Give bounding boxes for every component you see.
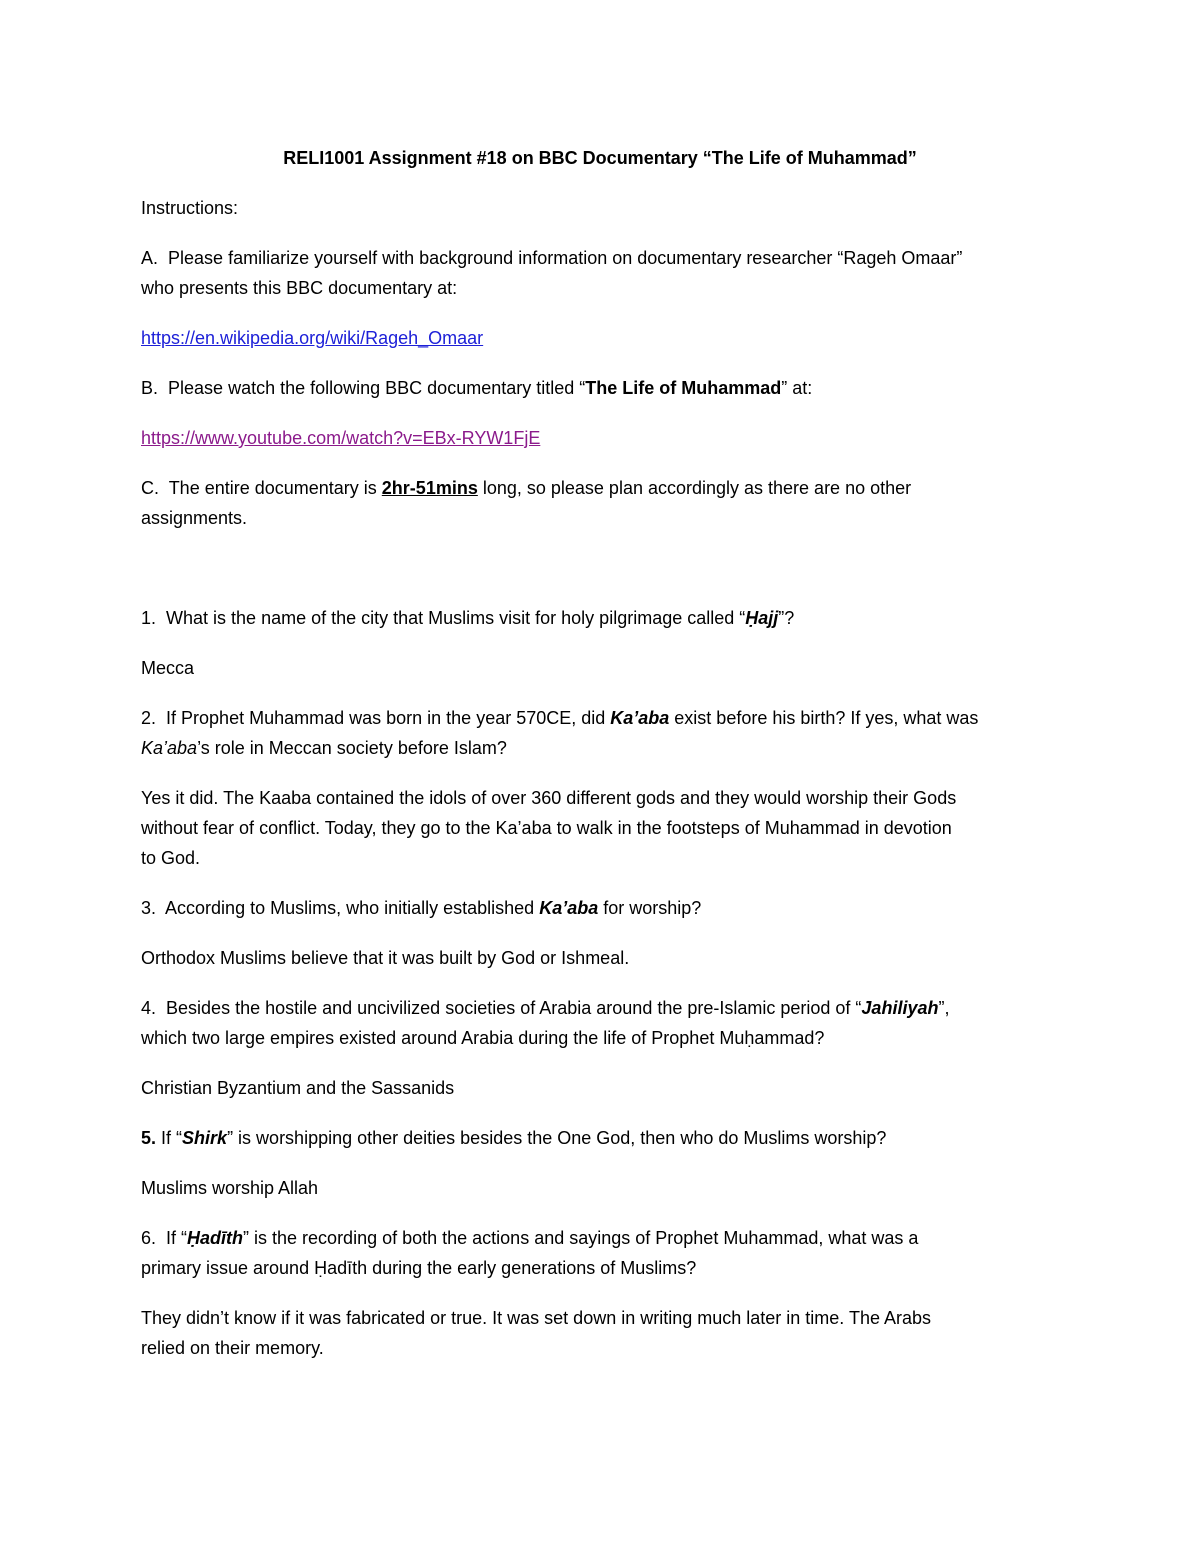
question-4-line2: which two large empires existed around Arabia during the life of Prophet Muḥammad? (141, 1028, 825, 1048)
question-number: 3. (141, 898, 157, 918)
answer-2-line1: Yes it did. The Kaaba contained the idols of over 360 different gods and they would worship their Gods (141, 788, 957, 808)
question-text: ’s role in Meccan society before Islam? (197, 738, 507, 758)
question-1 (141, 605, 794, 631)
term-jahiliyah: Jahiliyah (861, 998, 939, 1018)
question-5 (141, 1125, 886, 1151)
wikipedia-link-line (141, 325, 483, 351)
question-number: 6. (141, 1228, 157, 1248)
question-text: If “ (161, 1128, 183, 1148)
term-hadith: Ḥadīth (187, 1228, 244, 1248)
term-kaaba: Ka’aba (141, 738, 198, 758)
term-shirk: Shirk (182, 1128, 228, 1148)
instruction-a-text: Please familiarize yourself with background information on documentary researcher “Rageh Omaar” (168, 248, 963, 268)
documentary-title: The Life of Muhammad (585, 378, 782, 398)
youtube-link-line (141, 425, 540, 451)
question-4-line1 (141, 995, 949, 1021)
question-number: 5. (141, 1128, 157, 1148)
question-text: According to Muslims, who initially established (165, 898, 540, 918)
question-2-line1 (141, 705, 978, 731)
answer-2-line3: to God. (141, 848, 201, 868)
answer-5: Muslims worship Allah (141, 1178, 319, 1198)
instruction-c-text-post: long, so please plan accordingly as there are no other (477, 478, 912, 498)
answer-6-line1: They didn’t know if it was fabricated or true. It was set down in writing much later in time. The Arabs (141, 1308, 932, 1328)
question-text: exist before his birth? If yes, what was (669, 708, 979, 728)
question-6-line1 (141, 1225, 918, 1251)
instruction-a-line2: who presents this BBC documentary at: (141, 278, 458, 298)
documentary-duration: 2hr-51mins (381, 478, 478, 498)
question-text: ”? (778, 608, 795, 628)
question-text: for worship? (598, 898, 702, 918)
term-kaaba: Ka’aba (539, 898, 599, 918)
instruction-c-line2: assignments. (141, 508, 248, 528)
question-number: 1. (141, 608, 157, 628)
instruction-b-line (141, 375, 812, 401)
question-text: If “ (166, 1228, 188, 1248)
question-text: ”, (938, 998, 950, 1018)
instructions-label: Instructions: (141, 198, 239, 218)
question-number: 4. (141, 998, 157, 1018)
instruction-b-marker: B. (141, 378, 159, 398)
instruction-c-text-pre: The entire documentary is (168, 478, 382, 498)
question-3 (141, 895, 701, 921)
wikipedia-link[interactable]: https://en.wikipedia.org/wiki/Rageh_Omaar (141, 328, 484, 348)
instruction-b-text-post: ” at: (781, 378, 813, 398)
question-2-line2 (141, 735, 507, 761)
question-6-line2: primary issue around Ḥadīth during the early generations of Muslims? (141, 1258, 697, 1278)
document-title: RELI1001 Assignment #18 on BBC Documentary “The Life of Muhammad” (283, 148, 917, 168)
instruction-c-marker: C. (141, 478, 159, 498)
instruction-a-marker: A. (141, 248, 159, 268)
instruction-a-line1 (141, 245, 962, 271)
question-text: What is the name of the city that Muslims visit for holy pilgrimage called “ (166, 608, 746, 628)
instruction-c-line1 (141, 475, 911, 501)
question-text: If Prophet Muhammad was born in the year 570CE, did (166, 708, 611, 728)
term-kaaba: Ka’aba (610, 708, 670, 728)
term-hajj: Ḥajj (745, 608, 779, 628)
question-number: 2. (141, 708, 157, 728)
instruction-b-text-pre: Please watch the following BBC documentary titled “ (168, 378, 586, 398)
youtube-link[interactable]: https://www.youtube.com/watch?v=EBx-RYW1FjE (141, 428, 541, 448)
answer-2-line2: without fear of conflict. Today, they go to the Ka’aba to walk in the footsteps of Muhammad in devotion (141, 818, 952, 838)
question-text: ” is worshipping other deities besides the One God, then who do Muslims worship? (227, 1128, 887, 1148)
answer-6-line2: relied on their memory. (141, 1338, 324, 1358)
answer-4: Christian Byzantium and the Sassanids (141, 1078, 455, 1098)
question-text: ” is the recording of both the actions and sayings of Prophet Muhammad, what was a (243, 1228, 919, 1248)
answer-3: Orthodox Muslims believe that it was built by God or Ishmeal. (141, 948, 630, 968)
question-text: Besides the hostile and uncivilized societies of Arabia around the pre-Islamic period of “ (166, 998, 862, 1018)
answer-1: Mecca (141, 658, 195, 678)
